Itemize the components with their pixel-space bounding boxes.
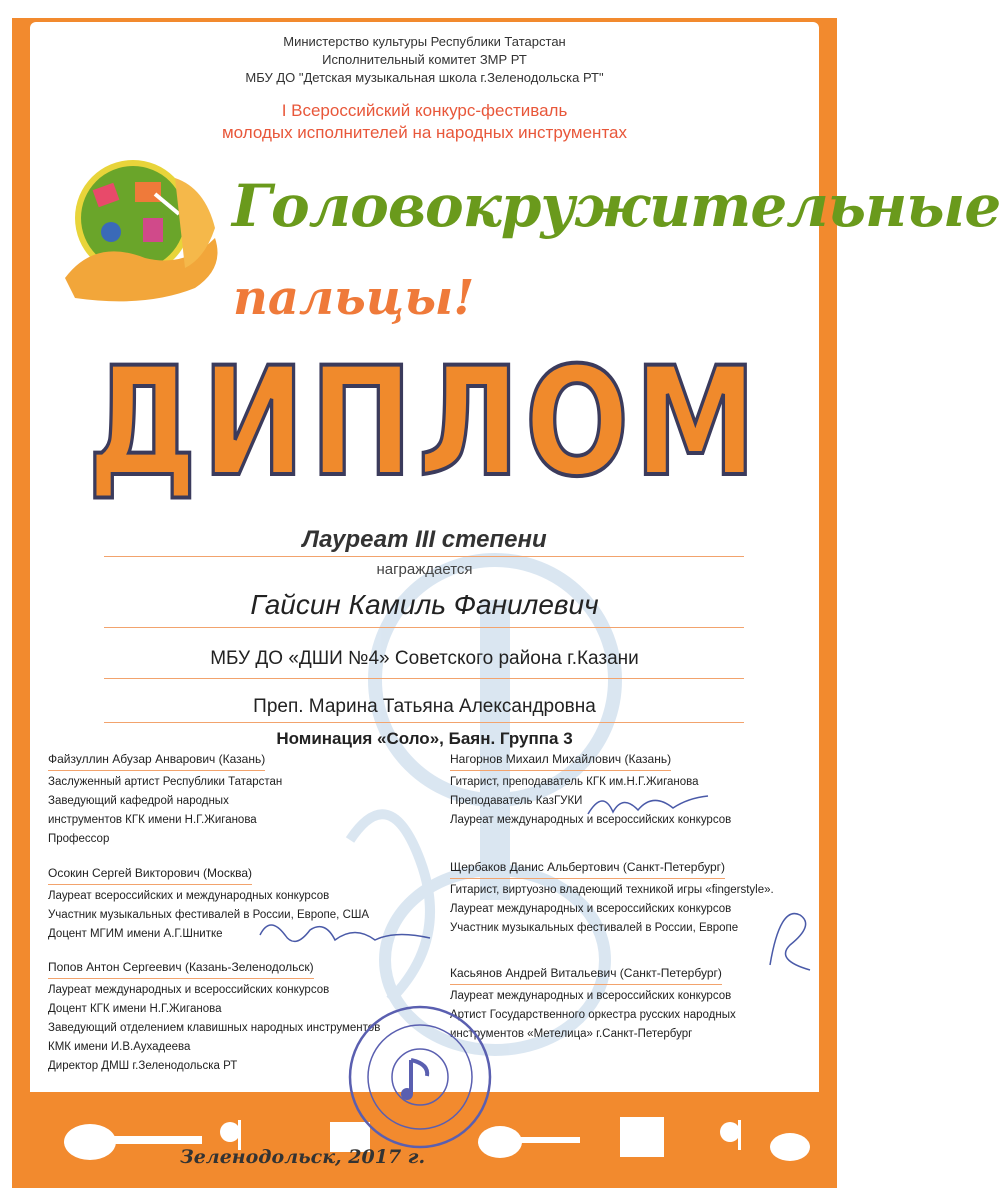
contest-title-line2: молодых исполнителей на народных инструментах (221, 123, 627, 142)
contest-title-line1: I Всероссийский конкурс-фестиваль (281, 101, 568, 120)
jury-credential: Гитарист, преподаватель КГК им.Н.Г.Жиганова (450, 776, 699, 788)
jury-name: Осокин Сергей Викторович (Москва) (48, 864, 252, 885)
jury-credential: Преподаватель КазГУКИ (450, 795, 583, 807)
jury-credential: Директор ДМШ г.Зеленодольска РТ (48, 1060, 238, 1072)
jury-credential: КМК имени И.В.Аухадеева (48, 1041, 191, 1053)
jury-credential: Лауреат международных и всероссийских конкурсов (450, 814, 732, 826)
jury-credential: Лауреат всероссийских и международных конкурсов (48, 890, 330, 902)
festival-title-main: Головокружительные (232, 172, 1000, 240)
festival-logo (55, 158, 235, 308)
jury-name: Файзуллин Абузар Анварович (Казань) (48, 750, 265, 771)
recipient-name: Гайсин Камиль Фанилевич (250, 589, 599, 620)
jury-credential: Профессор (48, 833, 110, 845)
jury-credential: Лауреат международных и всероссийских конкурсов (450, 903, 732, 915)
jury-name: Касьянов Андрей Витальевич (Санкт-Петербург) (450, 964, 722, 985)
jury-credential: Артист Государственного оркестра русских народных (450, 1009, 736, 1021)
official-stamp (345, 1002, 495, 1152)
divider (104, 678, 744, 679)
committee-line: Исполнительный комитет ЗМР РТ (322, 52, 527, 67)
jury-credential: Участник музыкальных фестивалей в России, Европе, США (48, 909, 370, 921)
laureate-degree: Лауреат III степени (302, 526, 547, 553)
jury-member (48, 958, 380, 1076)
festival-title-sub: пальцы! (233, 270, 475, 326)
teacher-name: Преп. Марина Татьяна Александровна (253, 696, 596, 717)
recipient-school: МБУ ДО «ДШИ №4» Советского района г.Казани (210, 648, 639, 669)
jury-name: Попов Антон Сергеевич (Казань-Зеленодольск) (48, 958, 314, 979)
jury-credential: Заслуженный артист Республики Татарстан (48, 776, 283, 788)
school-org-line: МБУ ДО "Детская музыкальная школа г.Зеленодольска РТ" (245, 70, 604, 85)
jury-credential: Доцент КГК имени Н.Г.Жиганова (48, 1003, 222, 1015)
jury-credential: инструментов «Метелица» г.Санкт-Петербург (450, 1028, 693, 1040)
nomination: Номинация «Соло», Баян. Группа 3 (276, 729, 573, 748)
jury-credential: Доцент МГИМ имени А.Г.Шнитке (48, 928, 223, 940)
jury-credential: Лауреат международных и всероссийских конкурсов (450, 990, 732, 1002)
divider (104, 556, 744, 557)
jury-credential: Заведующий кафедрой народных (48, 795, 229, 807)
jury-member (48, 750, 282, 849)
signature (760, 895, 820, 975)
diploma-heading: ДИПЛОМ (87, 336, 762, 510)
jury-member (450, 858, 774, 938)
ministry-line: Министерство культуры Республики Татарстан (283, 34, 566, 49)
awarded-label: награждается (376, 561, 473, 578)
divider (104, 722, 744, 723)
divider (104, 627, 744, 628)
jury-name: Нагорнов Михаил Михайлович (Казань) (450, 750, 671, 771)
signature (255, 910, 435, 955)
jury-credential: Заведующий отделением клавишных народных инструментов (48, 1022, 381, 1034)
jury-name: Щербаков Данис Альбертович (Санкт-Петербург) (450, 858, 725, 879)
city-year: Зеленодольск, 2017 г. (180, 1146, 426, 1168)
jury-credential: Лауреат международных и всероссийских конкурсов (48, 984, 330, 996)
jury-credential: Участник музыкальных фестивалей в России, Европе (450, 922, 739, 934)
jury-credential: Гитарист, виртуозно владеющий техникой игры «fingerstyle». (450, 884, 774, 896)
signature (583, 784, 713, 824)
jury-credential: инструментов КГК имени Н.Г.Жиганова (48, 814, 257, 826)
